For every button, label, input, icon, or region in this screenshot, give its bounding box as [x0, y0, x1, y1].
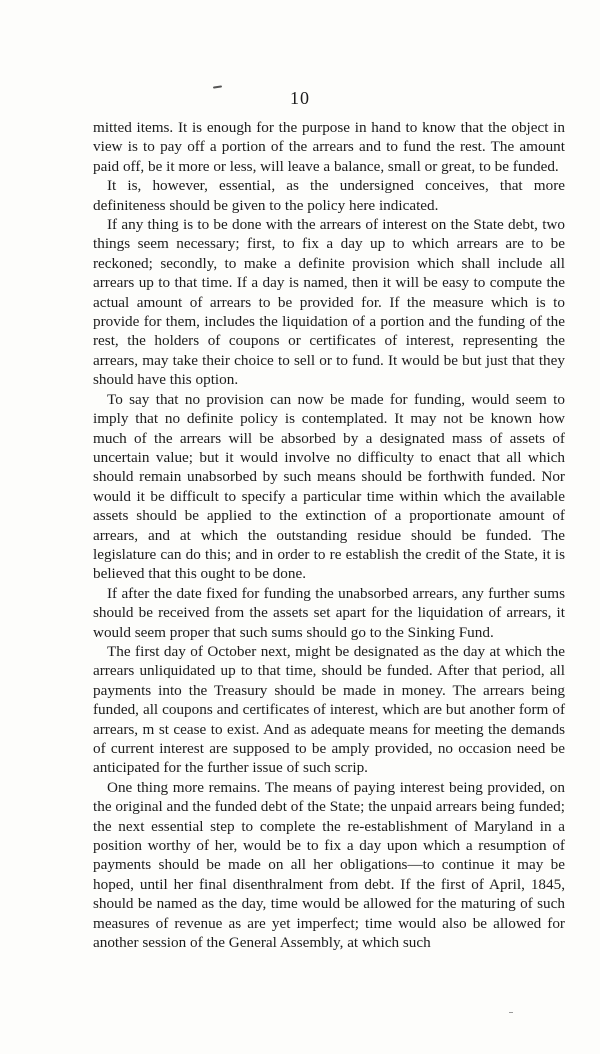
ink-mark — [509, 1012, 513, 1013]
paragraph: mitted items. It is enough for the purpose in hand to know that the object in view is to pay off a portion of the arrears and to fund the rest. The amount paid off, be it more or less, will leave a balance, small or great, to be funded. — [93, 119, 565, 175]
paragraph: If any thing is to be done with the arrears of interest on the State debt, two things seem necessary; first, to fix a day up to which arrears are to be reckoned; secondly, to make a definite provision which shall include all arrears up to that time. If a day is named, then it will be easy to compute the actual amount of arrears to be provided for. If the measure which is to provide for them, includes the liquidation of a portion and the funding of the rest, the holders of coupons or certificates of interest, representing the arrears, may take their choice to sell or to fund. It would be but just that they should have this option. — [93, 216, 565, 389]
paragraph: If after the date fixed for funding the unabsorbed arrears, any further sums should be received from the assets set apart for the liquidation of arrears, it would seem proper that such sums should go to the Sinking Fund. — [93, 584, 565, 641]
paragraph: One thing more remains. The means of paying interest being provided, on the original and the funded debt of the State; the unpaid arrears being funded; the next essential step to complete the re-establishment of Maryland in a position worthy of her, would be to fix a day upon which a resumption of payments should be made on all her obligations—to continue it may be hoped, until her final disenthralment from debt. If the first of April, 1845, should be named as the day, time would be allowed for the maturing of such measures of revenue as are yet imperfect; time would also be allowed for another session of the General Assembly, at which such — [93, 778, 565, 952]
paragraph: The first day of October next, might be designated as the day at which the arrears unliquidated up to that time, should be funded. After that period, all payments into the Treasury should be made in money. The arrears being funded, all coupons and certificates of interest, which are but another form of arrears, m st cease to exist. And as adequate means for meeting the demands of current interest are supposed to be amply provided, no occasion need be anticipated for the further issue of such scrip. — [93, 642, 565, 777]
page-number: 10 — [290, 88, 310, 108]
paragraph: It is, however, essential, as the undersigned conceives, that more definiteness should be given to the policy here indicated. — [93, 177, 565, 214]
paragraph: To say that no provision can now be made for funding, would seem to imply that no definite policy is contemplated. It may not be known how much of the arrears will be absorbed by a designated mass of assets of uncertain value; but it would involve no difficulty to enact that all which should remain unabsorbed by such means should be forthwith funded. Nor would it be difficult to specify a particular time within which the available assets should be applied to the extinction of a proportionate amount of arrears, and at which the outstanding residue should be funded. The legislature can do this; and in order to re establish the credit of the State, it is believed that this ought to be done. — [93, 390, 565, 583]
body-text — [93, 118, 565, 952]
